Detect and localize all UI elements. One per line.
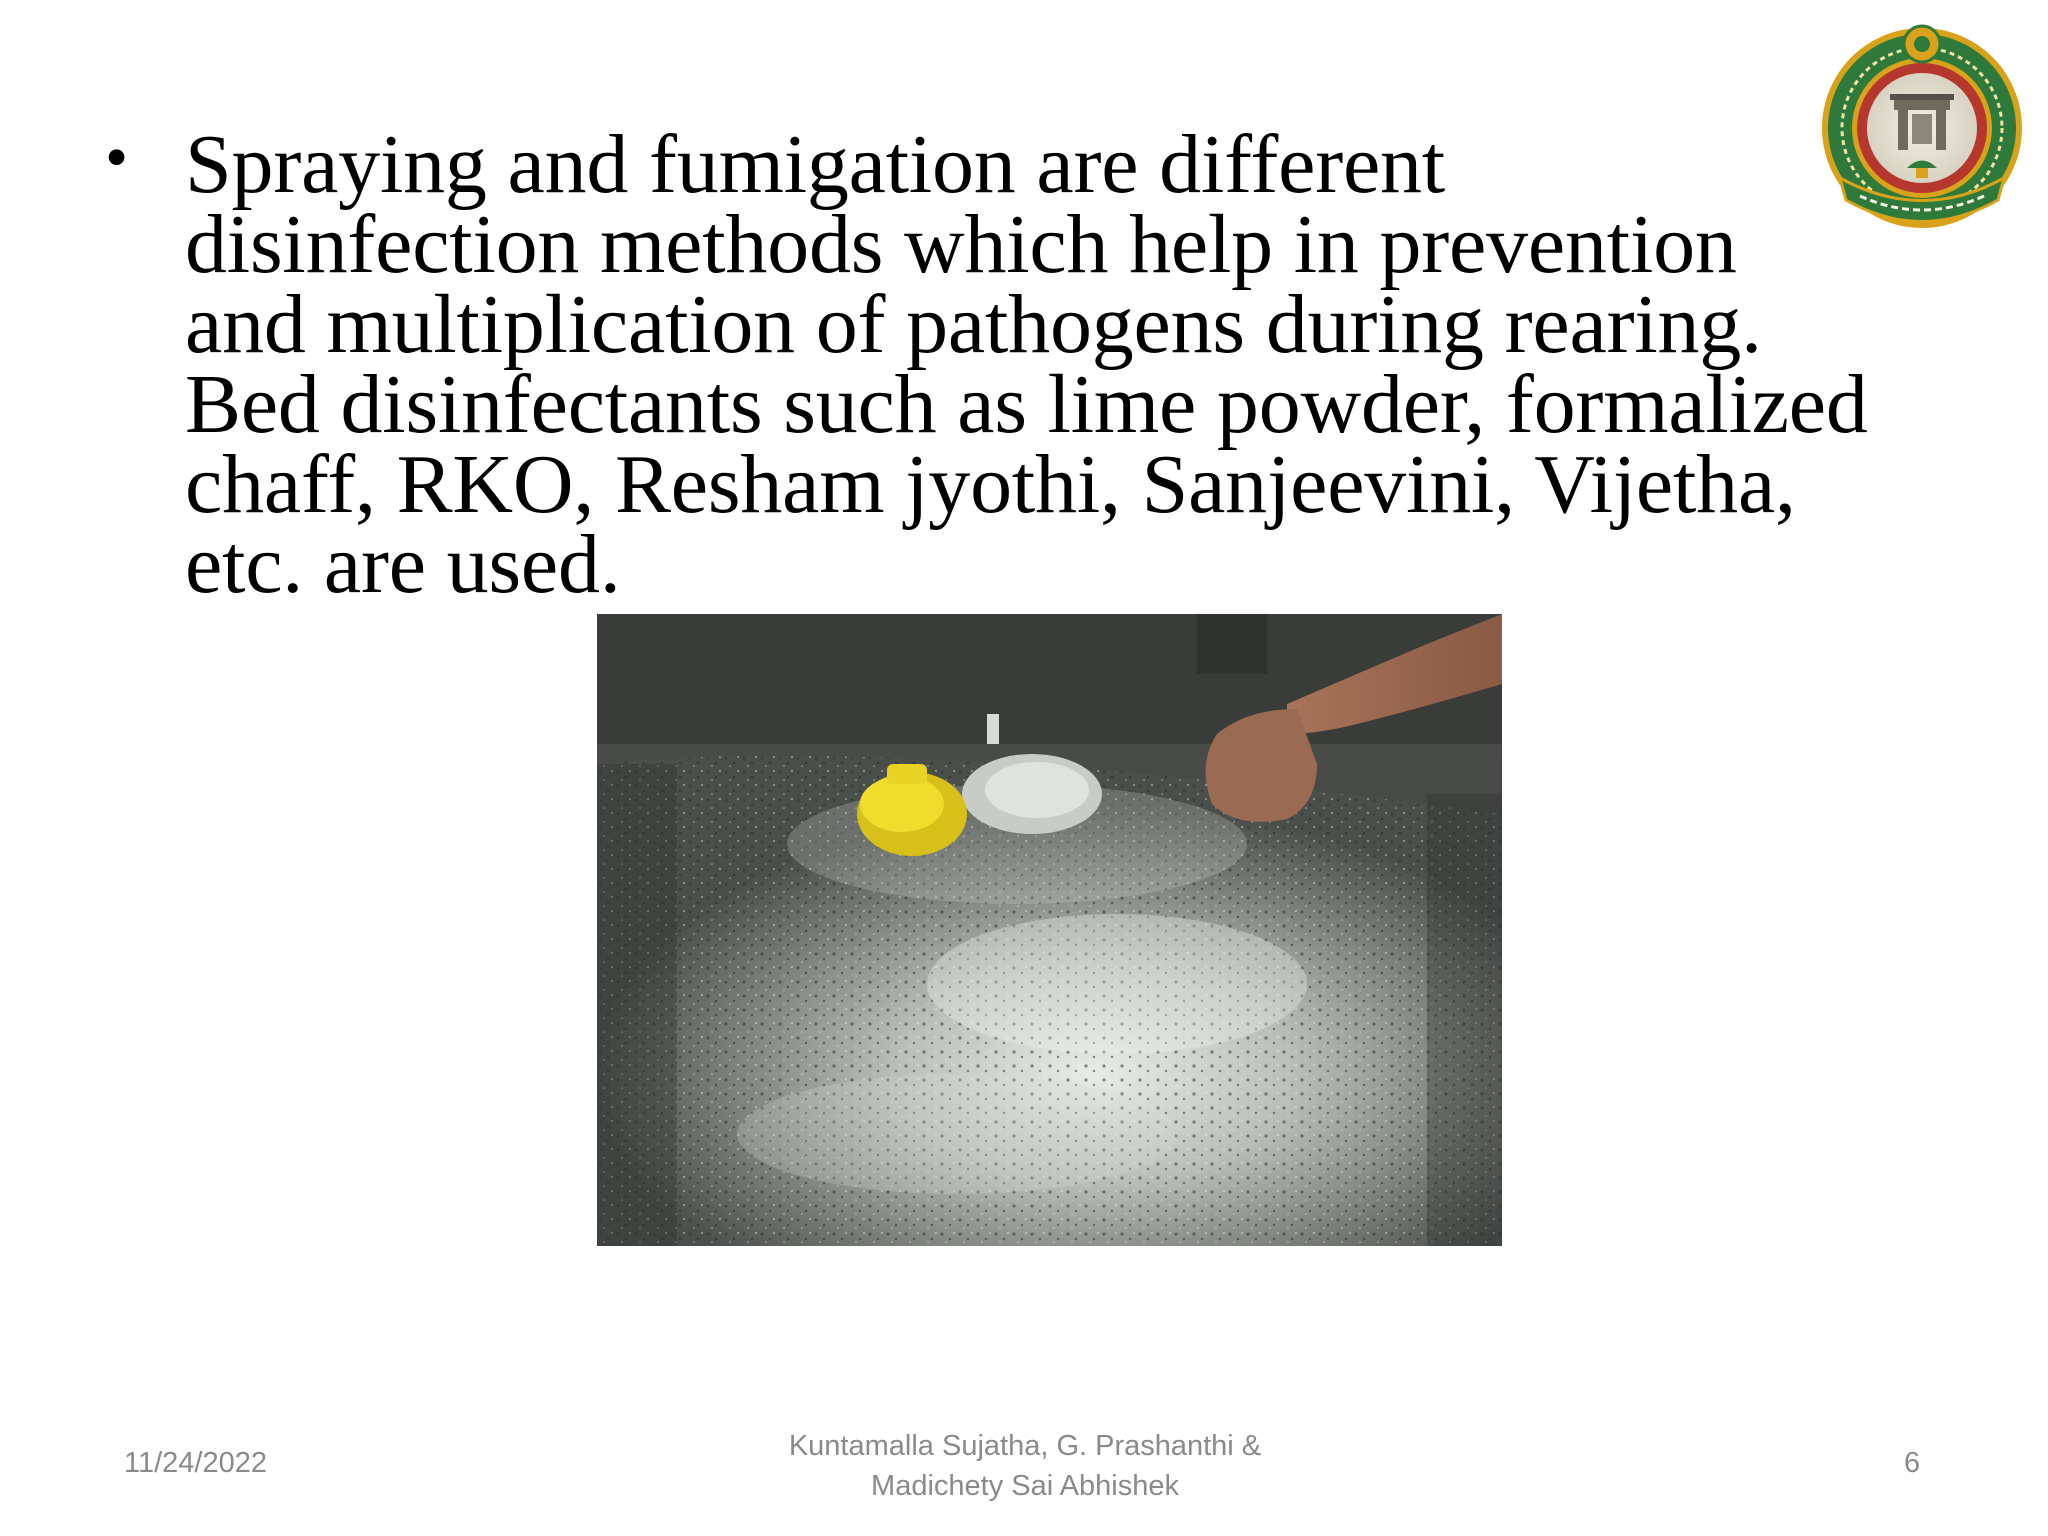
- footer-authors: [740, 1426, 1310, 1506]
- bullet-text: Spraying and fumigation are different disinfection methods which help in prevention and multiplication of pathogens during rearing. Bed disinfectants such as lime powder, formalized chaff, RKO, Resham jyothi, Sanjeevini, Vijetha, etc. are used.: [185, 118, 1868, 611]
- footer-date: 11/24/2022: [124, 1447, 267, 1479]
- footer-authors-line-1: Kuntamalla Sujatha, G. Prashanthi &: [788, 1430, 1262, 1462]
- footer-authors-line-2: Madichety Sai Abhishek: [871, 1470, 1179, 1502]
- slide-number: 6: [1904, 1447, 1921, 1479]
- bullet-symbol: •: [105, 121, 129, 194]
- photo-spraying-rearing-bed: [597, 614, 1502, 1246]
